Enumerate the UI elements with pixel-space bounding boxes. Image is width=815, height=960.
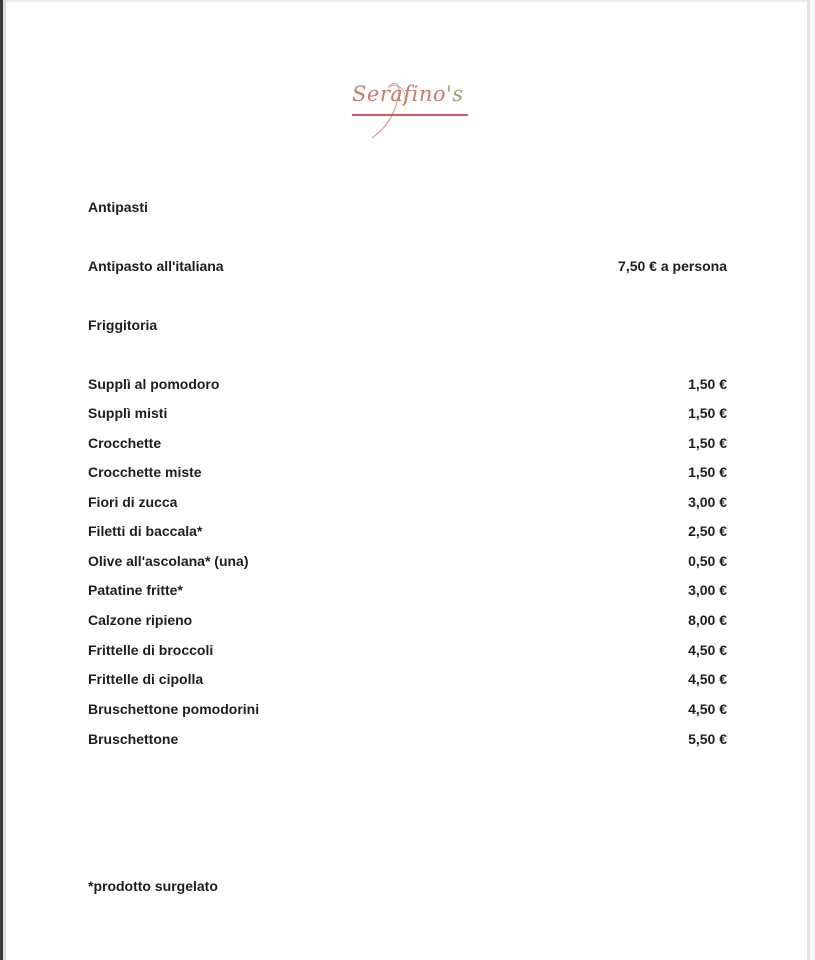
footnote-frozen-product: *prodotto surgelato	[88, 878, 218, 894]
menu-item-price: 5,50 €	[688, 731, 727, 747]
menu-item-price: 1,50 €	[688, 435, 727, 451]
logo-text: Serafino's	[352, 82, 464, 106]
viewer-right-edge	[810, 0, 815, 960]
menu-item-price: 4,50 €	[688, 642, 727, 658]
restaurant-logo	[350, 76, 475, 142]
menu-item-name: Patatine fritte*	[88, 582, 183, 598]
menu-item-name: Supplì misti	[88, 405, 168, 421]
menu-item-name: Frittelle di cipolla	[88, 671, 204, 687]
menu-item-name: Bruschettone	[88, 731, 179, 747]
menu-item-price: 7,50 € a persona	[618, 258, 727, 274]
menu-item-price: 3,00 €	[688, 494, 727, 510]
menu-item-price: 0,50 €	[688, 553, 727, 569]
menu-item-name: Crocchette	[88, 435, 162, 451]
section-title-friggitoria: Friggitoria	[88, 317, 158, 333]
page-top-border	[6, 0, 808, 2]
menu-item-price: 2,50 €	[688, 523, 727, 539]
menu-item-price: 1,50 €	[688, 405, 727, 421]
menu-item-name: Frittelle di broccoli	[88, 642, 214, 658]
menu-item-name: Bruschettone pomodorini	[88, 701, 260, 717]
menu-item-name: Filetti di baccala*	[88, 523, 203, 539]
page-left-border	[3, 0, 6, 960]
menu-item-name: Supplì al pomodoro	[88, 376, 220, 392]
menu-item-price: 1,50 €	[688, 464, 727, 480]
menu-item-name: Crocchette miste	[88, 464, 202, 480]
menu-item-name: Olive all'ascolana* (una)	[88, 553, 249, 569]
section-title-antipasti: Antipasti	[88, 199, 148, 215]
menu-item-price: 8,00 €	[688, 612, 727, 628]
menu-item-price: 4,50 €	[688, 671, 727, 687]
menu-item-name: Antipasto all'italiana	[88, 258, 224, 274]
menu-item-price: 1,50 €	[688, 376, 727, 392]
menu-item-name: Fiori di zucca	[88, 494, 178, 510]
menu-item-price: 4,50 €	[688, 701, 727, 717]
menu-item-price: 3,00 €	[688, 582, 727, 598]
logo-underline	[352, 114, 468, 116]
menu-item-name: Calzone ripieno	[88, 612, 193, 628]
